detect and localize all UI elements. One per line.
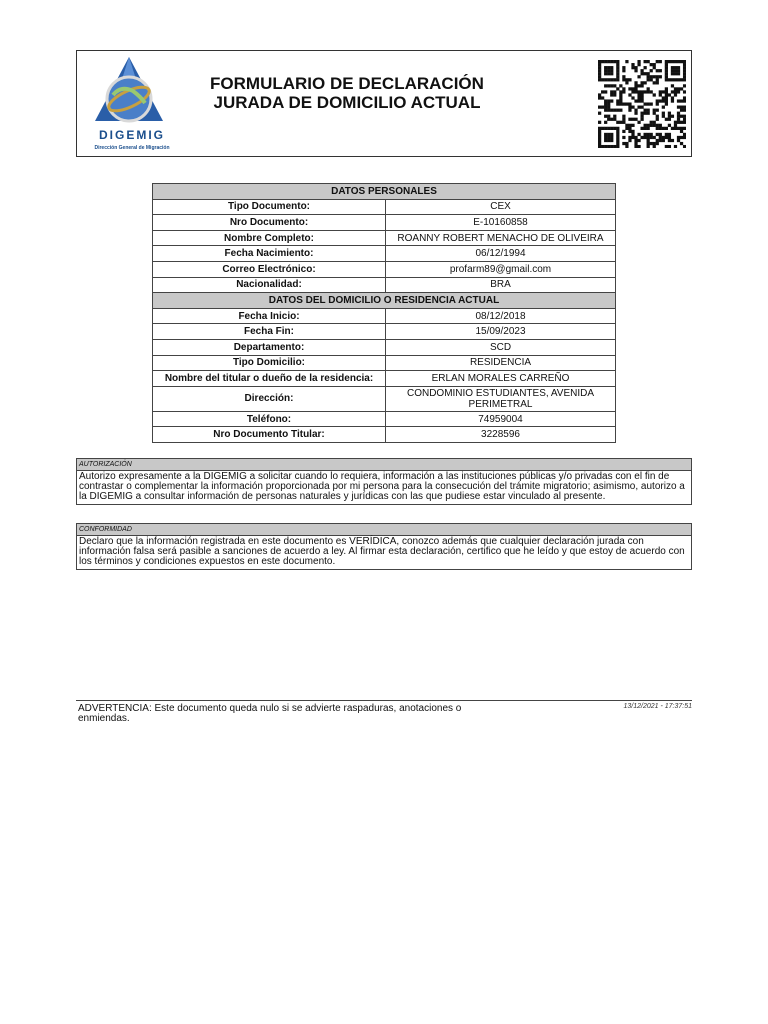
table-row bbox=[153, 199, 616, 215]
field-value: 06/12/1994 bbox=[386, 246, 616, 262]
field-label: Nombre Completo: bbox=[153, 230, 386, 246]
page-title bbox=[197, 74, 497, 112]
field-value: 08/12/2018 bbox=[386, 308, 616, 324]
conformity-box bbox=[76, 523, 692, 570]
field-label: Fecha Fin: bbox=[153, 324, 386, 340]
digemig-logo bbox=[83, 55, 175, 153]
field-label: Nombre del titular o dueño de la residencia: bbox=[153, 371, 386, 387]
qr-code bbox=[598, 60, 686, 148]
title-line-2: JURADA DE DOMICILIO ACTUAL bbox=[213, 93, 481, 112]
conformity-text: Declaro que la información registrada en este documento es VERÍDICA, conozco además que cualquier declaración jurada con información falsa será pasible a sanciones de acuerdo a ley. Al firmar esta declaración, certifico que he leído y que estoy de acuerdo con los términos y condiciones expuestos en este documento. bbox=[79, 536, 685, 567]
document-header bbox=[76, 50, 692, 157]
field-label: Correo Electrónico: bbox=[153, 261, 386, 277]
field-value: RESIDENCIA bbox=[386, 355, 616, 371]
data-table bbox=[152, 183, 616, 443]
footer-divider bbox=[76, 700, 692, 701]
field-value: CEX bbox=[386, 199, 616, 215]
section-personal-header bbox=[153, 184, 616, 200]
field-label: Tipo Documento: bbox=[153, 199, 386, 215]
table-row bbox=[153, 308, 616, 324]
field-label: Departamento: bbox=[153, 339, 386, 355]
conformity-title: CONFORMIDAD bbox=[77, 524, 691, 536]
field-value: 3228596 bbox=[386, 427, 616, 443]
table-row bbox=[153, 411, 616, 427]
table-row bbox=[153, 371, 616, 387]
warning-text: ADVERTENCIA: Este documento queda nulo si se advierte raspaduras, anotaciones o enmiendas. bbox=[78, 703, 462, 724]
table-row bbox=[153, 355, 616, 371]
field-value: 74959004 bbox=[386, 411, 616, 427]
field-label: Fecha Nacimiento: bbox=[153, 246, 386, 262]
field-value: E-10160858 bbox=[386, 215, 616, 231]
authorization-title: AUTORIZACIÓN bbox=[77, 459, 691, 471]
authorization-box bbox=[76, 458, 692, 505]
logo-subtitle: Dirección General de Migración bbox=[94, 145, 170, 151]
field-value: 15/09/2023 bbox=[386, 324, 616, 340]
title-line-1: FORMULARIO DE DECLARACIÓN bbox=[210, 74, 484, 93]
field-value: profarm89@gmail.com bbox=[386, 261, 616, 277]
table-row bbox=[153, 230, 616, 246]
field-label: Tipo Domicilio: bbox=[153, 355, 386, 371]
table-row bbox=[153, 339, 616, 355]
field-label: Nro Documento: bbox=[153, 215, 386, 231]
field-value: SCD bbox=[386, 339, 616, 355]
table-row bbox=[153, 261, 616, 277]
field-label: Nacionalidad: bbox=[153, 277, 386, 293]
section-domicile-header bbox=[153, 293, 616, 309]
field-value: ERLAN MORALES CARREÑO bbox=[386, 371, 616, 387]
table-row bbox=[153, 427, 616, 443]
table-row bbox=[153, 246, 616, 262]
field-label: Nro Documento Titular: bbox=[153, 427, 386, 443]
field-value: BRA bbox=[386, 277, 616, 293]
section-title: DATOS DEL DOMICILIO O RESIDENCIA ACTUAL bbox=[153, 293, 616, 309]
table-row bbox=[153, 386, 616, 411]
table-row bbox=[153, 324, 616, 340]
field-label: Teléfono: bbox=[153, 411, 386, 427]
table-row bbox=[153, 215, 616, 231]
field-value: CONDOMINIO ESTUDIANTES, AVENIDA PERIMETRAL bbox=[386, 386, 616, 411]
section-title: DATOS PERSONALES bbox=[153, 184, 616, 200]
logo-wordmark: DIGEMIG bbox=[98, 128, 165, 142]
field-label: Dirección: bbox=[153, 386, 386, 411]
field-label: Fecha Inicio: bbox=[153, 308, 386, 324]
authorization-text: Autorizo expresamente a la DIGEMIG a solicitar cuando lo requiera, información a las instituciones públicas y/o privadas con el fin de contrastar o complementar la información proporcionada por mi persona para la consecución del trámite migratorio; asimismo, autorizo a la DIGEMIG a consultar información de personas naturales y jurídicas con las que pudiese estar vinculado al presente. bbox=[79, 471, 685, 502]
timestamp: 13/12/2021 - 17:37:51 bbox=[623, 703, 692, 710]
field-value: ROANNY ROBERT MENACHO DE OLIVEIRA bbox=[386, 230, 616, 246]
table-row bbox=[153, 277, 616, 293]
